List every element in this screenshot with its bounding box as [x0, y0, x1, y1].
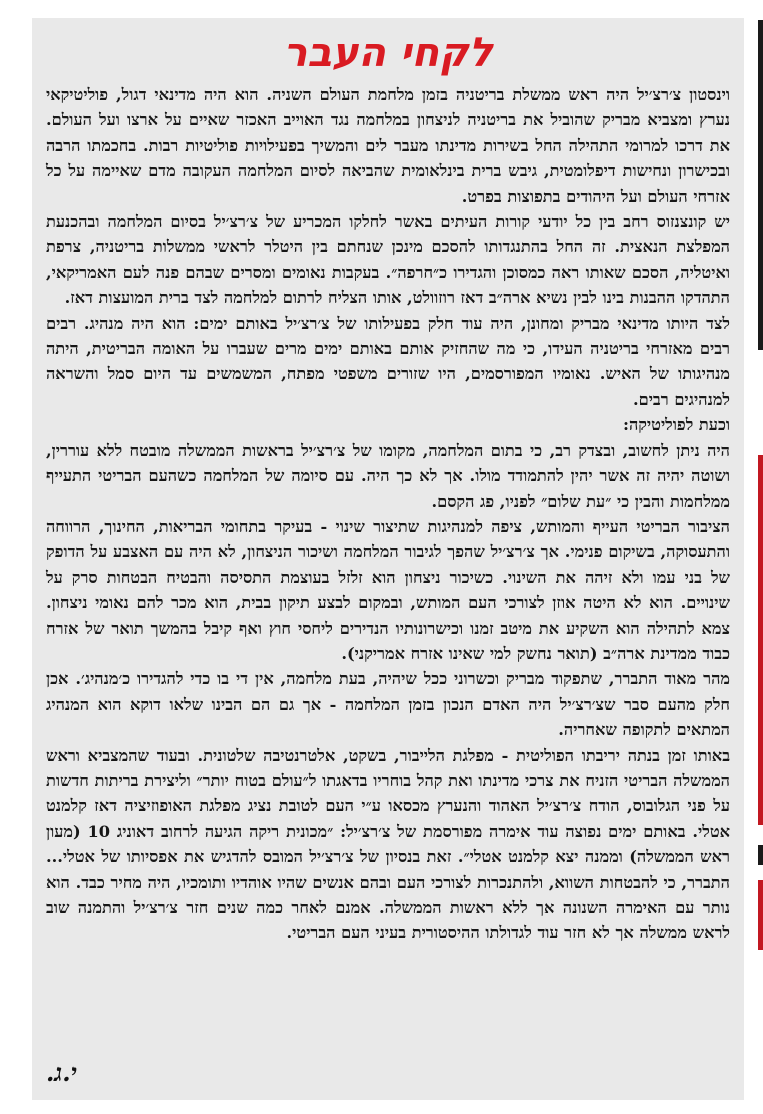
paragraph-7: מהר מאוד התברר, שתפקוד מבריק וכשרוני ככל שיהיה, בעת מלחמה, אין די בו כדי להגדירו כ׳מנהיג׳. אכן חלק מהעם סבר שצ׳רצ׳יל היה האדם הנכון בזמן המלחמה - אך גם הם הבינו שלאו דוקא הוא המנהיג המתאים לתקופה שאחריה.	[46, 669, 730, 740]
article-box	[32, 18, 744, 1100]
paragraph-6: הציבור הבריטי העייף והמותש, ציפה למנהיגות שתיצור שינוי - בעיקר בתחומי הבריאות, החינוך, הרווחה והתעסוקה, בשיקום פנימי. אך צ׳רצ׳יל שהפך לגיבור המלחמה ושיכור הניצחון, לא היה עם האצבע על הדופק של בני עמו ולא זיהה את השינוי. כשיכור ניצחון הוא זלזל בעוצמת התסיסה והבטיח הבטחות סרק על שינויים. הוא לא היטה אוזן לצורכי העם המותש, ובמקום לבצע תיקון בבית, הוא מכר להם נאומי ניצחון. צמא לתהילה הוא השקיע את מיטב זמנו וכישרונותיו הנדירים ליחסי חוץ ואף קיבל בהמשך תואר של אזרח כבוד ממדינת ארה״ב (תואר נחשק למי שאינו אזרח אמריקני).	[46, 516, 730, 663]
paragraph-2: יש קונצנזוס רחב בין כל יודעי קורות העיתים באשר לחלקו המכריע של צ׳רצ׳יל בסיום המלחמה ובהכנעת המפלצת הנאצית. זה החל בהתנגדותו להסכם מינכן שנחתם בין היטלר לראשי ממשלות בריטניה, צרפת ואיטליה, הסכם שאותו ראה כמסוכן והגדירו כ״חרפה״. בעקבות נאומים ומסרים שבהם פנה לעם האמריקאי, התהדקו ההבנות בינו לבין נשיא ארה״ב דאז רוזוולט, אותו הצליח לרתום למלחמה לצד ברית המועצות דאז.	[46, 212, 730, 308]
author-signature: י.ג.	[46, 1058, 77, 1087]
edge-mark-dark	[758, 20, 763, 350]
edge-mark-red	[758, 455, 763, 825]
article-body	[46, 82, 730, 946]
paragraph-4-subheading: וכעת לפוליטיקה:	[622, 415, 730, 435]
paragraph-1: וינסטון צ׳רצ׳יל היה ראש ממשלת בריטניה בזמן מלחמת העולם השניה. הוא היה מדינאי דגול, פוליטיקאי נערץ ומצביא מבריק שהוביל את בריטניה לניצחון במלחמה נגד האוייב האכזר שאיים על ארצו ועל העולם. את דרכו למרומי התהילה החל בשירות מדינתו מעבר לים והמשיך בפעילויות פוליטיות רבות. בחכמתו הרבה ובכישרון ונחישות דיפלומטית, גיבש ברית בינלאומית שהביאה לסיום המלחמה העקובה מדם שאיימה על כל אזרחי העולם ועל היהודים בתפוצות בפרט.	[46, 85, 730, 206]
edge-mark-dark-lower	[758, 845, 763, 865]
paragraph-5: היה ניתן לחשוב, ובצדק רב, כי בתום המלחמה, מקומו של צ׳רצ׳יל בראשות הממשלה מובטח ללא עוררין, ושוטה יהיה זה אשר יהין להתמודד מולו. אך לא כך היה. עם סיומה של המלחמה כשהעם הבריטי התעייף ממלחמות והבין כי ״עת שלום״ לפניו, פג הקסם.	[46, 440, 730, 511]
edge-mark-red-lower	[758, 880, 763, 950]
paragraph-3: לצד היותו מדינאי מבריק ומחונן, היה עוד חלק בפעילותו של צ׳רצ׳יל באותם ימים: הוא היה מנהיג. רבים רבים מאזרחי בריטניה העידו, כי מה שהחזיק אותם באותם ימים מרים שעברו על האומה הבריטית, היתה מנהיגותו של האיש. נאומיו המפורסמים, היו שזורים משפטי מפתח, המשמשים עד היום סמל והשראה למנהיגים רבים.	[46, 313, 730, 409]
paragraph-8: באותו זמן בנתה יריבתו הפוליטית - מפלגת הלייבור, בשקט, אלטרנטיבה שלטונית. ובעוד שהמצביא וראש הממשלה הבריטי הזניח את צרכי מדינתו ואת קהל בוחריו בדאגתו ל״עולם בטוח יותר״ וליצירת בריתות חדשות על פני הגלובוס, הודח צ׳רצ׳יל האהוד והנערץ מכסאו ע״י העם לטובת נציג מפלגת האופוזיציה דאז קלמנט אטלי. באותם ימים נפוצה עוד אימרה מפורסמת של צ׳רצ׳יל: ״מכונית ריקה הגיעה לרחוב דאוניג 10 (מעון ראש הממשלה) וממנה יצא קלמנט אטלי״. זאת בנסיון של צ׳רצ׳יל המובס להדגיש את אפסיותו של אטלי... התברר, כי להבטחות השווא, ולהתנכרות לצורכי העם ובהם אנשים שהיו אוהדיו ותומכיו, היה מחיר כבד. הוא נותר עם האימרה השנונה אך ללא ראשות הממשלה. אמנם לאחר כמה שנים חזר צ׳רצ׳יל והתמנה שוב לראש ממשלה אך לא חזר עוד לגדולתו ההיסטורית בעיני העם הבריטי.	[46, 745, 730, 943]
article-title: לקחי העבר	[283, 30, 493, 76]
